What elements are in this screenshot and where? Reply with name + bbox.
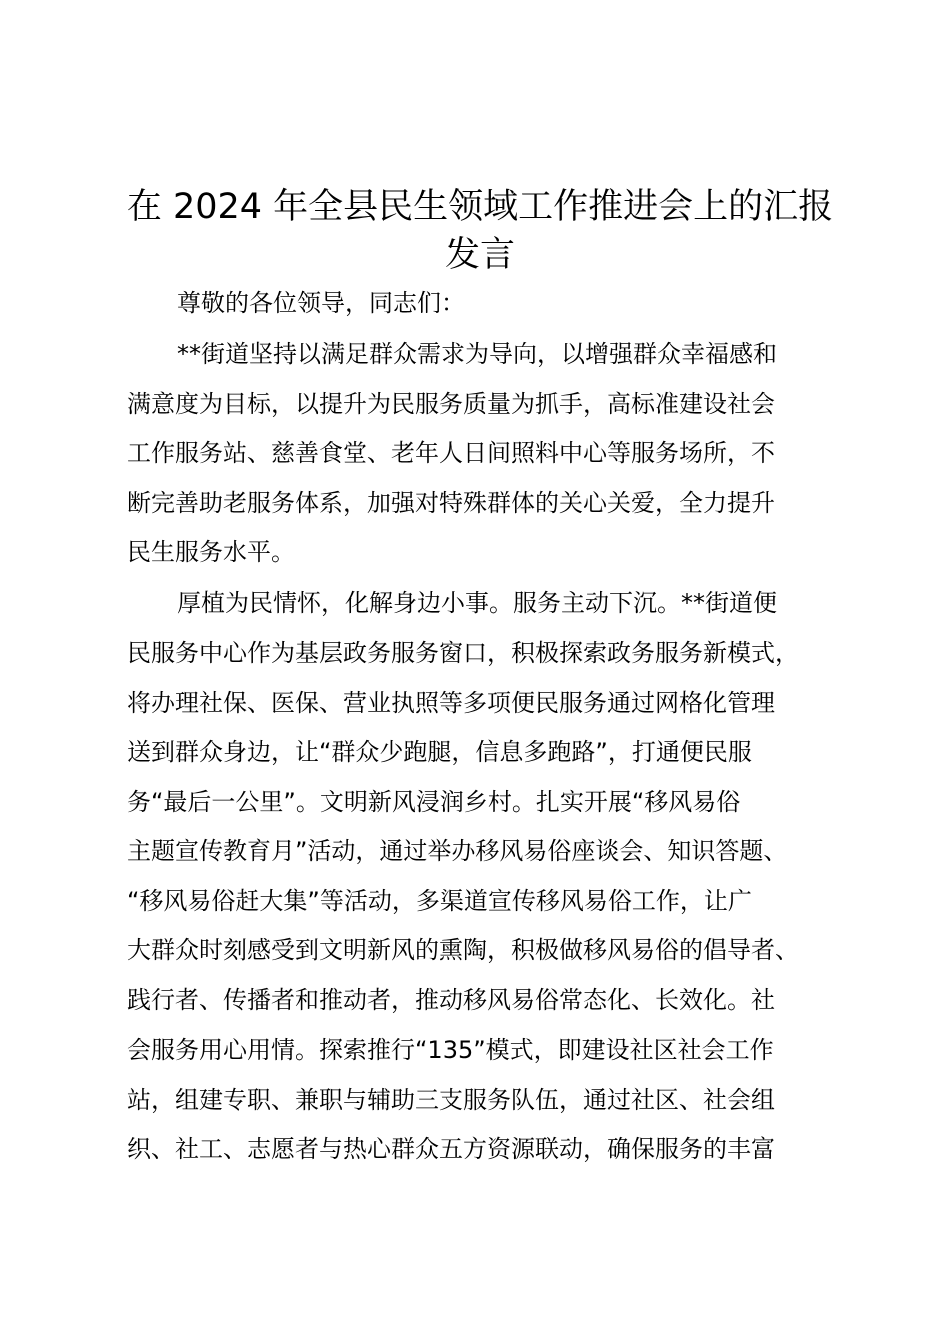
paragraph2-line: 站，组建专职、兼职与辅助三支服务队伍，通过社区、社会组 [127, 1086, 775, 1114]
document-title-line-1: 在 2024 年全县民生领域工作推进会上的汇报 [126, 187, 834, 227]
paragraph2-line: 将办理社保、医保、营业执照等多项便民服务通过网格化管理 [127, 689, 775, 717]
paragraph2-line: 务“最后一公里”。文明新风浸润乡村。扎实开展“移风易俗 [127, 788, 741, 816]
paragraph2-line: 会服务用心用情。探索推行“135”模式，即建设社区社会工作 [127, 1036, 774, 1064]
paragraph2-line: 厚植为民情怀，化解身边小事。服务主动下沉。**街道便 [177, 589, 777, 617]
paragraph2-line: 大群众时刻感受到文明新风的熏陶，积极做移风易俗的倡导者、 [127, 936, 799, 964]
paragraph2-line: 践行者、传播者和推动者，推动移风易俗常态化、长效化。社 [127, 986, 775, 1014]
document-title-line-2: 发言 [444, 235, 515, 275]
paragraph2-line: 织、社工、志愿者与热心群众五方资源联动，确保服务的丰富 [127, 1135, 775, 1163]
paragraph1-line: 满意度为目标，以提升为民服务质量为抓手，高标准建设社会 [127, 390, 775, 418]
paragraph1-line: **街道坚持以满足群众需求为导向，以增强群众幸福感和 [177, 340, 777, 368]
paragraph2-line: “移风易俗赶大集”等活动，多渠道宣传移风易俗工作，让广 [127, 887, 752, 915]
paragraph2-line: 民服务中心作为基层政务服务窗口，积极探索政务服务新模式， [127, 639, 799, 667]
paragraph2-line: 送到群众身边，让“群众少跑腿，信息多跑路”，打通便民服 [127, 738, 752, 766]
greeting: 尊敬的各位领导，同志们： [177, 289, 465, 317]
paragraph1-line: 工作服务站、慈善食堂、老年人日间照料中心等服务场所，不 [127, 439, 775, 467]
paragraph1-line: 断完善助老服务体系，加强对特殊群体的关心关爱，全力提升 [127, 489, 775, 517]
paragraph2-line: 主题宣传教育月”活动，通过举办移风易俗座谈会、知识答题、 [127, 837, 788, 865]
paragraph1-line: 民生服务水平。 [127, 538, 295, 566]
